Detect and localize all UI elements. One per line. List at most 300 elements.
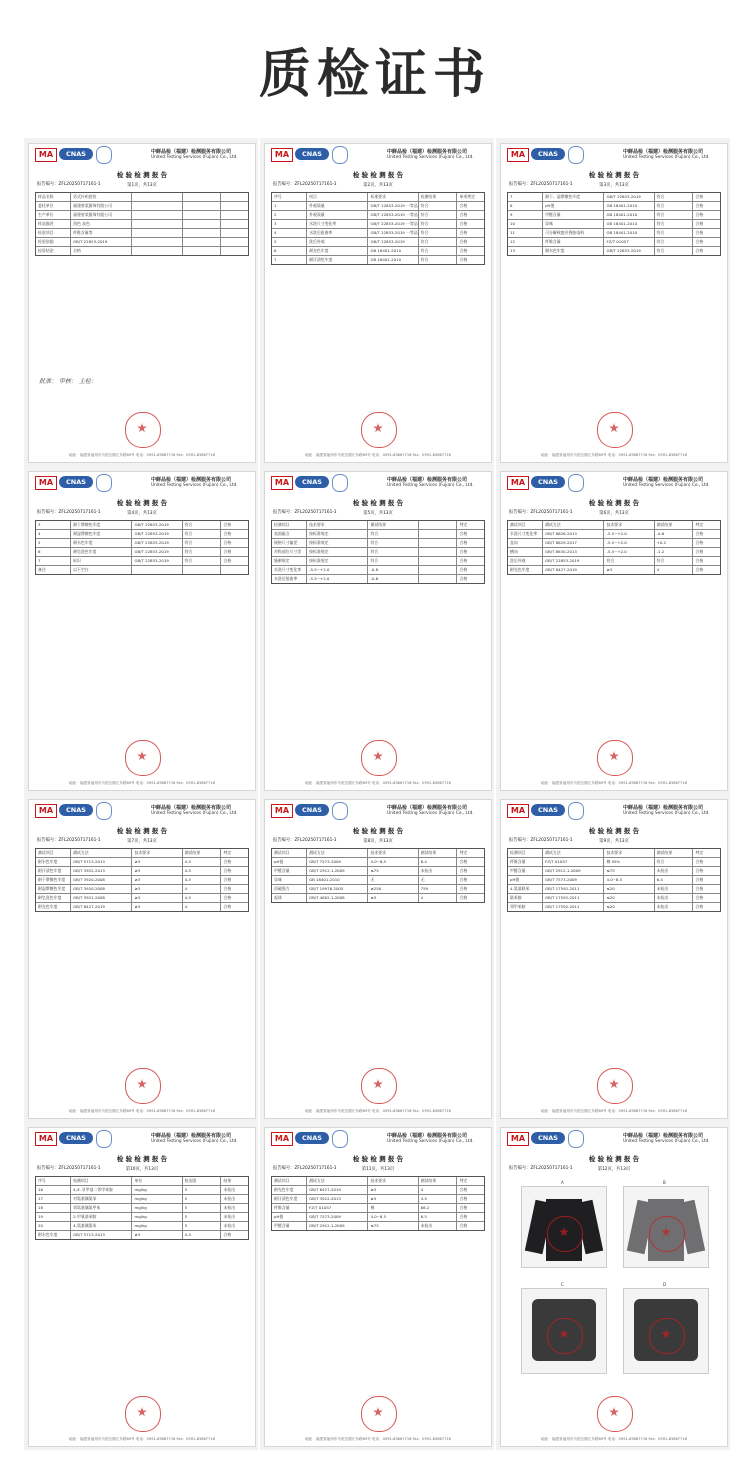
table-cell: 异味 <box>543 220 604 228</box>
table-cell: 5 <box>183 1195 222 1203</box>
table-cell: 4 <box>183 903 222 911</box>
table-cell: 5 <box>36 539 71 547</box>
org-name-cn: 中鲜品检（福建）检测服务有限公司 <box>151 805 232 811</box>
report-header <box>265 472 491 494</box>
table-cell: GB/T 4802.1-2008 <box>307 894 368 902</box>
table-row <box>272 885 484 894</box>
report-card[interactable] <box>496 794 730 1122</box>
page-number: 第7页，共13页 <box>127 839 157 844</box>
org-name-en: United Testing Services (Fujian) Co., Ltd. <box>387 483 474 488</box>
table-cell: 技术要求 <box>307 521 368 529</box>
page-number: 第4页，共13页 <box>127 511 157 516</box>
report-number: 报告编号：ZFL20250717161-1 <box>509 182 573 187</box>
report-footer: 地址：福建省福州市马尾区儒江东路89号 电话：0591-83667716 Fax：0591-83667716 <box>541 1437 687 1441</box>
table-row <box>272 211 484 220</box>
table-cell <box>183 202 222 210</box>
table-cell: 759 <box>419 885 458 893</box>
stamp-icon <box>597 1068 633 1104</box>
table-cell: 结果 <box>223 1178 232 1183</box>
table-row <box>272 876 484 885</box>
ilac-logo-icon <box>332 146 348 164</box>
report-heading: 检 验 检 测 报 告 <box>352 499 404 507</box>
table-cell: GB/T 3921-2008 <box>71 894 132 902</box>
table-row <box>36 1204 248 1213</box>
stamp-icon <box>597 412 633 448</box>
table-cell: 2-甲氧基苯胺 <box>71 1213 132 1221</box>
table-cell: FZ/T 01057 <box>307 1204 368 1212</box>
table-row <box>508 566 720 574</box>
table-cell: 合格 <box>695 859 704 864</box>
table-cell: 符合 <box>604 557 654 565</box>
table-cell: GB/T 3920-2008 <box>71 885 132 893</box>
table-cell: 外观质量 <box>307 202 368 210</box>
table-row <box>36 521 248 530</box>
table-cell: 未检出 <box>419 867 458 875</box>
report-card[interactable] <box>496 466 730 794</box>
table-cell: 符合 <box>419 211 458 219</box>
table-cell: mg/kg <box>132 1195 182 1203</box>
table-cell: 检验结论 <box>36 247 71 255</box>
table-cell: 8 <box>508 202 543 210</box>
table-cell: 无 <box>419 876 458 884</box>
stamp-icon <box>547 1216 583 1252</box>
table-row <box>36 220 248 229</box>
report-number: 报告编号：ZFL20250717161-1 <box>37 1166 101 1171</box>
report-heading: 检 验 检 测 报 告 <box>588 499 640 507</box>
ilac-logo-icon <box>332 1130 348 1148</box>
table-cell: 耐水色牢度 <box>543 247 604 255</box>
table-cell: 样品名称 <box>36 193 71 201</box>
table-cell: 符合 <box>419 220 458 228</box>
org-name-en: United Testing Services (Fujian) Co., Ltd. <box>623 483 710 488</box>
table-cell: GB/T 8427-2019 <box>543 566 604 574</box>
table-cell: 合格 <box>695 567 704 572</box>
table-cell: 测试结果 <box>183 849 222 857</box>
page-number: 第5页，共13页 <box>363 511 393 516</box>
table-cell: 测试项目 <box>508 521 543 529</box>
table-row <box>508 238 720 247</box>
table-cell <box>221 211 248 219</box>
table-row <box>36 238 248 247</box>
ilac-logo-icon <box>332 802 348 820</box>
table-cell: 2 <box>272 211 307 219</box>
table-row <box>36 876 248 885</box>
page-title: 质检证书 <box>258 45 491 105</box>
cnas-logo-icon: CNAS <box>295 1132 329 1144</box>
report-footer: 地址：福建省福州市马尾区儒江东路89号 电话：0591-83667716 Fax：0591-83667716 <box>541 453 687 457</box>
table-cell: 5 <box>183 1222 222 1230</box>
stamp-icon <box>361 740 397 776</box>
report-card[interactable] <box>496 138 730 466</box>
table-cell: 项目 <box>307 193 368 201</box>
table-cell: 6.4 <box>419 858 458 866</box>
org-name-en: United Testing Services (Fujian) Co., Ltd. <box>151 483 238 488</box>
table-cell: 顶破强力 <box>272 885 307 893</box>
report-heading: 检 验 检 测 报 告 <box>116 171 168 179</box>
result-table <box>507 848 721 912</box>
report-card[interactable] <box>260 466 494 794</box>
ma-logo-icon: MA <box>507 1132 529 1146</box>
report-card[interactable] <box>260 138 494 466</box>
table-cell: 符合 <box>655 193 694 201</box>
table-cell: 合格 <box>695 230 704 235</box>
table-cell: 对称部位尺寸差 <box>272 548 307 556</box>
table-row <box>36 894 248 903</box>
table-cell: mg/kg <box>132 1213 182 1221</box>
table-cell: ≤20 <box>604 885 654 893</box>
table-row <box>272 566 484 575</box>
table-cell: 符合 <box>655 858 694 866</box>
table-cell <box>419 548 458 556</box>
table-cell: 按标准规定 <box>307 548 368 556</box>
table-cell: 测试项目 <box>272 1177 307 1185</box>
table-row <box>36 193 248 202</box>
table-cell: 按标准规定 <box>307 530 368 538</box>
table-cell: 检验项目 <box>36 229 71 237</box>
table-cell: pH值 <box>543 202 604 210</box>
report-heading: 检 验 检 测 报 告 <box>116 827 168 835</box>
table-cell: 合格 <box>459 1187 468 1192</box>
table-cell: ≥3 <box>368 1195 418 1203</box>
table-cell: 符合 <box>419 238 458 246</box>
table-cell: 4 <box>655 566 694 574</box>
table-row <box>508 885 720 894</box>
result-table <box>271 848 485 903</box>
table-cell: 4.0~8.5 <box>368 1213 418 1221</box>
report-header <box>29 472 255 494</box>
table-row <box>36 867 248 876</box>
table-cell: mg/kg <box>132 1186 182 1194</box>
report-footer: 地址：福建省福州市马尾区儒江东路89号 电话：0591-83667716 Fax：0591-83667716 <box>69 781 215 785</box>
report-card[interactable] <box>496 1122 730 1450</box>
table-row <box>508 903 720 911</box>
table-cell: 合格 <box>459 1214 468 1219</box>
table-cell: ≥3 <box>604 566 654 574</box>
table-cell <box>132 229 182 237</box>
table-row <box>272 858 484 867</box>
cnas-logo-icon: CNAS <box>59 148 93 160</box>
ma-logo-icon: MA <box>35 148 57 162</box>
table-cell: 合格 <box>459 212 468 217</box>
table-cell: 测试项目 <box>272 849 307 857</box>
table-cell: 合格 <box>695 531 704 536</box>
table-cell: 耐汗渍色牢度 <box>272 1195 307 1203</box>
table-cell: -5.5~+2.0 <box>307 575 368 583</box>
table-cell: 合格 <box>223 1232 232 1237</box>
report-sheet <box>264 1127 492 1447</box>
table-cell: 3 <box>36 521 71 529</box>
table-cell: 10 <box>508 220 543 228</box>
table-cell: GB/T 8427-2019 <box>307 1186 368 1194</box>
table-cell <box>419 566 458 574</box>
table-cell: 合格 <box>459 230 468 235</box>
table-cell: 检测项目 <box>508 849 543 857</box>
table-cell: ≥3 <box>132 903 182 911</box>
table-cell: 未检出 <box>655 867 694 875</box>
table-cell: 4-5 <box>183 858 222 866</box>
table-cell: 4 <box>419 1186 458 1194</box>
table-row <box>508 530 720 539</box>
table-cell: 标识 <box>71 557 132 565</box>
table-cell: 12 <box>508 238 543 246</box>
report-header <box>501 144 727 166</box>
report-sheet <box>264 799 492 1119</box>
table-cell: GB 18401-2010 <box>368 247 418 255</box>
table-cell: FZ/T 01057 <box>543 858 604 866</box>
report-sheet <box>264 143 492 463</box>
table-row <box>272 849 484 858</box>
table-cell: 测试方法 <box>307 1177 368 1185</box>
table-cell <box>132 247 182 255</box>
table-cell: GB/T 7573-2009 <box>307 858 368 866</box>
report-heading: 检 验 检 测 报 告 <box>588 1155 640 1163</box>
table-cell: 18 <box>36 1204 71 1212</box>
table-cell <box>419 539 458 547</box>
table-cell: 合格 <box>695 877 704 882</box>
table-cell: 技术要求 <box>368 1177 418 1185</box>
page-number: 第3页，共13页 <box>599 183 629 188</box>
org-name-cn: 中鲜品检（福建）检测服务有限公司 <box>151 477 232 483</box>
result-table <box>35 520 249 575</box>
table-cell: 福建省某服饰有限公司 <box>71 211 132 219</box>
report-footer: 地址：福建省福州市马尾区儒江东路89号 电话：0591-83667716 Fax：0591-83667716 <box>541 781 687 785</box>
table-cell: 合格 <box>459 576 468 581</box>
ma-logo-icon: MA <box>271 1132 293 1146</box>
table-cell: 可分解致癌芳香胺染料 <box>543 229 604 237</box>
result-table <box>271 192 485 265</box>
table-cell: 检验依据 <box>36 238 71 246</box>
org-name-cn: 中鲜品检（福建）检测服务有限公司 <box>623 1133 704 1139</box>
org-name-cn: 中鲜品检（福建）检测服务有限公司 <box>623 805 704 811</box>
table-cell <box>132 238 182 246</box>
table-cell: 符合 <box>183 548 222 556</box>
table-cell: ≥3 <box>132 894 182 902</box>
table-cell <box>419 557 458 565</box>
table-cell: 判定 <box>695 850 704 855</box>
table-cell: 棉 <box>368 1204 418 1212</box>
table-cell: 耐光色牢度 <box>36 903 71 911</box>
table-cell: 耐光色牢度 <box>508 566 543 574</box>
table-cell: 符合 <box>368 548 418 556</box>
table-cell: 未检出 <box>655 903 694 911</box>
table-cell: 合格 <box>459 886 468 891</box>
table-cell: GB/T 3922-2013 <box>307 1195 368 1203</box>
table-cell: 合格 <box>223 540 232 545</box>
org-name-cn: 中鲜品检（福建）检测服务有限公司 <box>151 149 232 155</box>
report-header <box>501 472 727 494</box>
ilac-logo-icon <box>568 146 584 164</box>
table-row <box>272 575 484 583</box>
table-cell: 符合 <box>419 229 458 237</box>
page-number: 第8页，共13页 <box>363 839 393 844</box>
report-card[interactable] <box>24 1122 258 1450</box>
photo-label: C <box>561 1282 564 1287</box>
report-card[interactable] <box>260 1122 494 1450</box>
table-cell: 福建省某服饰有限公司 <box>71 202 132 210</box>
table-cell: 符合 <box>655 211 694 219</box>
table-cell: 合格 <box>459 1205 468 1210</box>
report-header <box>265 144 491 166</box>
stamp-icon <box>361 1068 397 1104</box>
table-cell: 5 <box>183 1186 222 1194</box>
report-card[interactable] <box>24 794 258 1122</box>
table-cell: 男式针织套装 <box>71 193 132 201</box>
table-row <box>272 193 484 202</box>
table-cell: 4 <box>419 894 458 902</box>
table-row <box>36 566 248 574</box>
table-row <box>272 1177 484 1186</box>
table-cell: ≤20 <box>604 903 654 911</box>
table-cell <box>419 530 458 538</box>
table-cell: GB/T 22853-2019 一等品 <box>370 221 418 226</box>
cnas-logo-icon: CNAS <box>295 476 329 488</box>
table-row <box>508 548 720 557</box>
table-cell: 技术要求 <box>368 849 418 857</box>
report-sheet <box>500 799 728 1119</box>
table-cell: 17 <box>36 1195 71 1203</box>
table-row <box>36 1177 248 1186</box>
table-cell: 合格 <box>459 239 468 244</box>
ilac-logo-icon <box>96 1130 112 1148</box>
table-cell: -0.6 <box>655 530 694 538</box>
table-row <box>272 1204 484 1213</box>
table-cell: 合格 <box>695 549 704 554</box>
table-cell: GB/T 3922-2013 <box>71 867 132 875</box>
table-cell <box>183 238 222 246</box>
table-cell <box>183 229 222 237</box>
table-cell: 4-5 <box>183 894 222 902</box>
table-cell: 耐汗渍色牢度 <box>36 867 71 875</box>
table-row <box>508 521 720 530</box>
table-cell: 无 <box>368 876 418 884</box>
page-number: 第11页，共13页 <box>361 1167 395 1172</box>
table-cell: 11 <box>508 229 543 237</box>
table-cell: 16 <box>36 1186 71 1194</box>
table-cell: 6 <box>36 548 71 556</box>
table-cell: 4.0~8.5 <box>368 858 418 866</box>
table-cell: GB 18401-2010 <box>604 211 654 219</box>
table-cell: 符合 <box>419 202 458 210</box>
table-row <box>272 202 484 211</box>
table-cell: 判定 <box>695 522 704 527</box>
table-cell: 合格 <box>223 859 232 864</box>
table-cell <box>419 575 458 583</box>
table-cell: 合格 <box>223 877 232 882</box>
table-cell: 判定 <box>459 1178 468 1183</box>
photo-label: D <box>663 1282 667 1287</box>
report-footer: 地址：福建省福州市马尾区儒江东路89号 电话：0591-83667716 Fax：0591-83667716 <box>305 1437 451 1441</box>
table-cell: 符合 <box>655 229 694 237</box>
stamp-icon <box>597 740 633 776</box>
report-number: 报告编号：ZFL20250717161-1 <box>273 838 337 843</box>
table-cell: 4-氨基偶氮苯 <box>71 1222 132 1230</box>
table-cell: 样品描述 <box>36 220 71 228</box>
table-cell: 测试结果 <box>368 521 418 529</box>
table-cell: 未检出 <box>223 1223 236 1228</box>
table-cell: 邻氨基偶氮甲苯 <box>71 1204 132 1212</box>
org-name-cn: 中鲜品检（福建）检测服务有限公司 <box>623 477 704 483</box>
report-card[interactable] <box>260 794 494 1122</box>
table-row <box>272 530 484 539</box>
table-row <box>36 229 248 238</box>
table-cell: ≥250 <box>368 885 418 893</box>
table-cell: ≤75 <box>368 1222 418 1230</box>
table-row <box>272 247 484 256</box>
org-name-en: United Testing Services (Fujian) Co., Ltd. <box>623 1139 710 1144</box>
table-cell: 合格 <box>695 540 704 545</box>
stamp-icon <box>361 412 397 448</box>
table-cell <box>132 202 182 210</box>
table-row <box>272 1222 484 1230</box>
table-cell: 6 <box>272 247 307 255</box>
table-cell: GB/T 17592-2011 <box>543 894 604 902</box>
result-table <box>35 1176 249 1240</box>
report-number: 报告编号：ZFL20250717161-1 <box>37 838 101 843</box>
table-cell: 判定 <box>223 850 232 855</box>
table-cell: GB/T 22853-2019 一等品 <box>370 230 418 235</box>
org-name-cn: 中鲜品检（福建）检测服务有限公司 <box>387 149 468 155</box>
table-cell: GB/T 22853-2019 <box>71 238 132 246</box>
table-cell: 耐光色牢度 <box>272 1186 307 1194</box>
table-cell: 技术要求 <box>604 521 654 529</box>
table-row <box>508 229 720 238</box>
table-cell: 技术要求 <box>132 849 182 857</box>
table-cell: 4-5 <box>183 1231 222 1239</box>
table-cell: 符合 <box>419 256 458 264</box>
report-card[interactable] <box>24 138 258 466</box>
table-cell <box>221 566 248 574</box>
page-number: 第10页，共13页 <box>125 1167 159 1172</box>
table-cell: 判定 <box>459 522 468 527</box>
table-cell: 甲醛含量 <box>508 867 543 875</box>
report-header <box>265 1128 491 1150</box>
table-cell: 符合 <box>183 521 222 529</box>
table-cell: 甲醛含量 <box>272 867 307 875</box>
table-cell: GB/T 17592-2011 <box>543 903 604 911</box>
table-cell: 合格 <box>459 221 468 226</box>
cnas-logo-icon: CNAS <box>295 804 329 816</box>
table-cell: 水洗尺寸变化率 <box>307 220 368 228</box>
table-cell: 测试方法 <box>307 849 368 857</box>
table-cell: 洗后外观 <box>508 557 543 565</box>
cnas-logo-icon: CNAS <box>531 148 565 160</box>
table-cell: 水洗尺寸变化率 <box>508 530 543 538</box>
table-cell: 合格 <box>695 558 704 563</box>
report-heading: 检 验 检 测 报 告 <box>352 171 404 179</box>
table-cell: 合格 <box>223 868 232 873</box>
table-cell <box>221 220 248 228</box>
table-cell: ≥3 <box>132 867 182 875</box>
report-card[interactable] <box>24 466 258 794</box>
table-cell: 合格 <box>459 877 468 882</box>
table-cell: GB/T 19976-2005 <box>307 885 368 893</box>
table-cell: 未检出 <box>655 894 694 902</box>
table-cell: 符合 <box>368 539 418 547</box>
table-cell <box>221 202 248 210</box>
table-cell: 合格 <box>459 868 468 873</box>
report-footer: 地址：福建省福州市马尾区儒江东路89号 电话：0591-83667716 Fax：0591-83667716 <box>305 1109 451 1113</box>
table-cell: 符合 <box>368 557 418 565</box>
report-sheet <box>28 471 256 791</box>
table-row <box>36 539 248 548</box>
photo-label: A <box>561 1180 564 1185</box>
table-cell <box>221 193 248 201</box>
table-cell: 合格 <box>223 904 232 909</box>
table-cell: GB/T 22853-2019 一等品 <box>370 203 418 208</box>
table-cell: ≤75 <box>368 867 418 875</box>
table-cell: 异味 <box>272 876 307 884</box>
table-cell: ≥3 <box>132 1231 182 1239</box>
